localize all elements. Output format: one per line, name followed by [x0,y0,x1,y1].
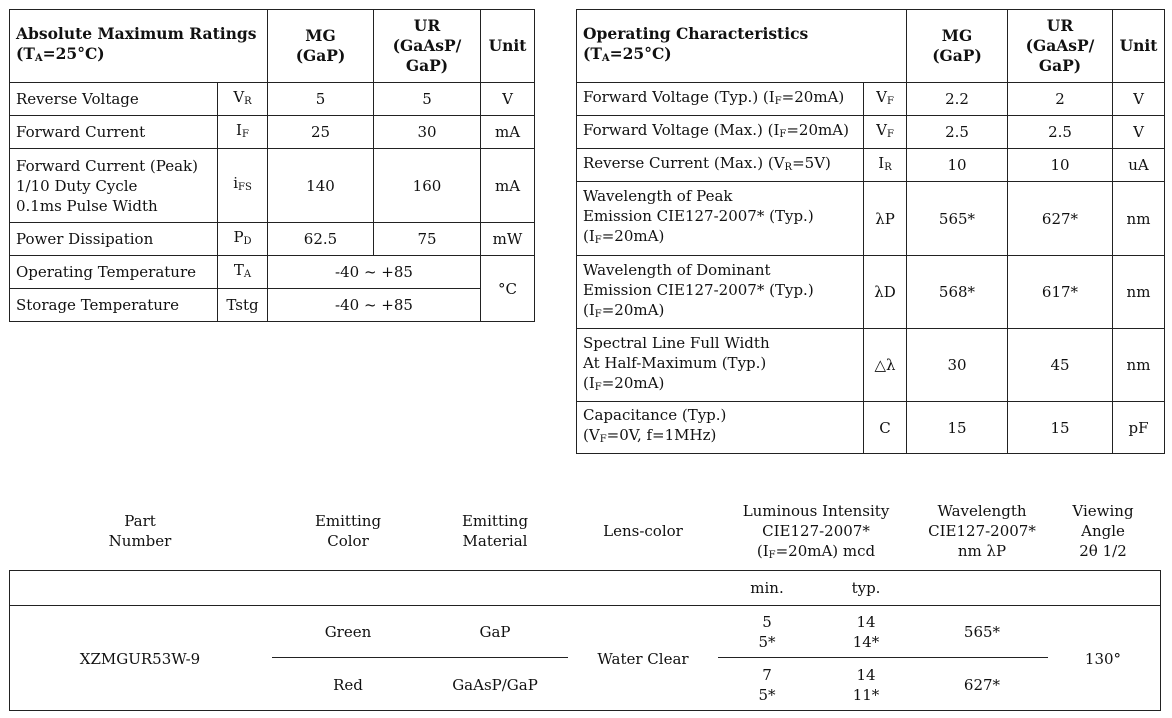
temp-range-value: -40 ~ +85 [268,289,481,322]
table-row [10,289,535,322]
abs-title: Absolute Maximum Ratings [16,23,257,43]
unit-cell: mW [481,223,535,256]
op-col-mg: MG (GaP) [907,10,1008,83]
lum-min: 7 5* [758,666,776,704]
unit-cell: V [481,83,535,116]
symbol-cell: $i_{FS}$ [218,149,268,223]
mg-value: 568* [907,256,1008,329]
peak-wavelength: 627* [963,676,1001,694]
table-row [10,83,535,116]
param-cell: Operating Temperature [10,256,218,289]
product-subheader-divider [9,605,1161,606]
op-title: Operating Characteristics [583,23,809,43]
mg-value: 10 [907,149,1008,182]
product-header-viewing: Viewing Angle 2θ 1/2 [1072,502,1134,560]
unit-cell: nm [1113,182,1165,256]
emitting-color: Green [324,623,372,641]
abs-col-unit: Unit [481,10,535,83]
unit-cell: V [1113,116,1165,149]
symbol-cell: $V_R$ [218,83,268,116]
symbol-cell: λP [864,182,907,256]
lum-typ: 14 11* [852,666,880,704]
product-row-divider-right [718,657,1048,658]
ur-value: 30 [374,116,481,149]
param-cell: Capacitance (Typ.) ($V_F=0V$, f=1MHz) [577,402,864,454]
product-header-color: Emitting Color [314,512,382,550]
param-cell: Power Dissipation [10,223,218,256]
viewing-angle: 130° [1084,650,1122,668]
abs-header-title [10,10,268,83]
ur-value: 5 [374,83,481,116]
mg-value: 140 [268,149,374,223]
table-row [577,402,1165,454]
table-row [10,149,535,223]
op-col-ur: UR (GaAsP/ GaP) [1008,10,1113,83]
op-condition: $(T_A=25^\circ C)$ [583,43,672,64]
operating-characteristics-table [576,9,1165,454]
param-cell: Wavelength of Peak Emission CIE127-2007* (Typ.) $(I_F=20mA)$ [577,182,864,256]
table-row [577,256,1165,329]
unit-cell: mA [481,149,535,223]
param-cell: Wavelength of Dominant Emission CIE127-2007* (Typ.) $(I_F=20mA)$ [577,256,864,329]
op-header-title [577,10,907,83]
table-row [10,116,535,149]
ur-value: 160 [374,149,481,223]
ur-value: 627* [1008,182,1113,256]
product-header-wavelength: Wavelength CIE127-2007* nm λP [928,502,1036,560]
symbol-cell: △λ [864,329,907,402]
product-header-luminous: Luminous Intensity CIE127-2007* $(I_F=20mA)$ mcd [742,502,890,561]
symbol-cell: $P_D$ [218,223,268,256]
ur-value: 10 [1008,149,1113,182]
abs-col-ur: UR (GaAsP/ GaP) [374,10,481,83]
temp-range-value: -40 ~ +85 [268,256,481,289]
symbol-cell: C [864,402,907,454]
table-row [10,256,535,289]
symbol-cell: $V_F$ [864,83,907,116]
mg-value: 25 [268,116,374,149]
symbol-cell: Tstg [218,289,268,322]
peak-wavelength: 565* [963,623,1001,641]
emitting-color: Red [333,676,363,694]
part-number: XZMGUR53W-9 [79,650,201,668]
unit-cell: pF [1113,402,1165,454]
param-cell: Forward Voltage (Typ.) $(I_F=20mA)$ [577,83,864,116]
op-col-unit: Unit [1113,10,1165,83]
symbol-cell: $I_R$ [864,149,907,182]
mg-value: 30 [907,329,1008,402]
absolute-max-ratings-table [9,9,535,322]
mg-value: 2.5 [907,116,1008,149]
table-row [577,116,1165,149]
product-header-part: Part Number [108,512,172,550]
abs-col-mg: MG (GaP) [268,10,374,83]
lum-typ: 14 14* [852,613,880,651]
param-cell: Reverse Current (Max.) $(V_R=5V)$ [577,149,864,182]
ur-value: 2 [1008,83,1113,116]
ur-value: 45 [1008,329,1113,402]
ur-value: 617* [1008,256,1113,329]
emitting-material: GaAsP/GaP [452,676,538,694]
table-row [577,182,1165,256]
lum-min: 5 5* [758,613,776,651]
ur-value: 2.5 [1008,116,1113,149]
unit-cell: V [1113,83,1165,116]
mg-value: 62.5 [268,223,374,256]
subheader-typ: typ. [851,579,881,597]
mg-value: 565* [907,182,1008,256]
symbol-cell: $T_A$ [218,256,268,289]
subheader-min: min. [750,579,784,597]
param-cell: Storage Temperature [10,289,218,322]
emitting-material: GaP [479,623,511,641]
symbol-cell: λD [864,256,907,329]
symbol-cell: $I_F$ [218,116,268,149]
product-row-divider-left [272,657,568,658]
unit-cell: nm [1113,329,1165,402]
lens-color: Water Clear [597,650,689,668]
product-header-lens: Lens-color [603,522,683,540]
symbol-cell: $V_F$ [864,116,907,149]
mg-value: 5 [268,83,374,116]
table-row [577,329,1165,402]
unit-cell: uA [1113,149,1165,182]
param-cell: Forward Current (Peak) 1/10 Duty Cycle 0.1ms Pulse Width [10,149,218,223]
unit-cell: mA [481,116,535,149]
unit-cell: nm [1113,256,1165,329]
param-cell: Reverse Voltage [10,83,218,116]
param-cell: Forward Current [10,116,218,149]
ur-value: 15 [1008,402,1113,454]
mg-value: 15 [907,402,1008,454]
ur-value: 75 [374,223,481,256]
temp-unit-cell: °C [481,256,535,322]
product-header-material: Emitting Material [461,512,529,550]
mg-value: 2.2 [907,83,1008,116]
table-row [577,149,1165,182]
param-cell: Forward Voltage (Max.) $(I_F=20mA)$ [577,116,864,149]
abs-condition: $(T_A=25^\circ C)$ [16,43,105,64]
param-cell: Spectral Line Full Width At Half-Maximum (Typ.) $(I_F=20mA)$ [577,329,864,402]
table-row [10,223,535,256]
table-row [577,83,1165,116]
